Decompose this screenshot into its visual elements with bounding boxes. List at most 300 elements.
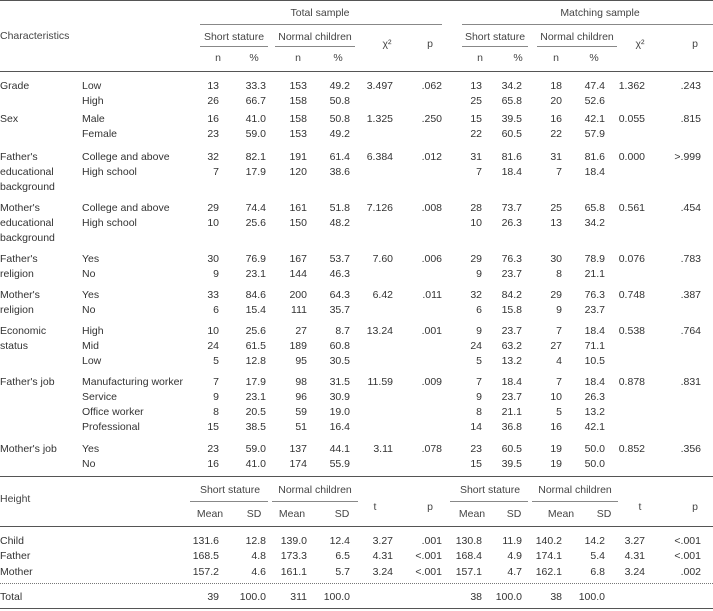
matching-cell: 22 xyxy=(550,128,562,140)
matching-cell: 47.4 xyxy=(584,80,605,92)
total-cell: 30.9 xyxy=(329,391,350,403)
matching-cell: 20 xyxy=(550,95,562,107)
total-cell: 46.3 xyxy=(329,268,350,280)
total-row-matching-cell: 100.0 xyxy=(495,591,522,603)
total-cell: 64.3 xyxy=(329,289,350,301)
matching-cell: 7 xyxy=(556,376,562,388)
total-row-total-cell: 100.0 xyxy=(323,591,350,603)
height-total-t: 3.24 xyxy=(372,566,393,578)
height-matching-t: 3.24 xyxy=(624,566,645,578)
matching-cell: 19 xyxy=(550,443,562,455)
total-cell: 137 xyxy=(289,443,307,455)
matching-p-value: .764 xyxy=(680,325,701,337)
total-cell: 111 xyxy=(291,304,307,316)
height-matching-cell: 130.8 xyxy=(455,535,482,547)
total-cell: 49.2 xyxy=(329,128,350,140)
row-category: Mother's xyxy=(0,289,40,301)
matching-cell: 18.4 xyxy=(584,325,605,337)
matching-cell: 10 xyxy=(550,391,562,403)
height-header-label: Height xyxy=(0,493,31,505)
matching-cell: 4 xyxy=(556,355,562,367)
total-cell: 12.8 xyxy=(245,355,266,367)
total-chi-square: 7.60 xyxy=(372,253,393,265)
total-cell: 59 xyxy=(295,406,307,418)
height-header-normal-children: Normal children xyxy=(278,484,352,496)
matching-p-value: >.999 xyxy=(674,151,701,163)
total-divider xyxy=(0,583,713,584)
row-category: religion xyxy=(0,268,34,280)
header-normal-children: Normal children xyxy=(540,31,614,43)
matching-cell: 22 xyxy=(470,128,482,140)
row-subcategory: Low xyxy=(82,80,102,92)
total-cell: 41.0 xyxy=(245,113,266,125)
row-subcategory: College and above xyxy=(82,202,170,214)
height-sub-rule xyxy=(450,501,528,502)
matching-chi-square: 0.055 xyxy=(618,113,645,125)
total-cell: 7 xyxy=(213,166,219,178)
height-matching-cell: 174.1 xyxy=(535,550,562,562)
row-subcategory: Yes xyxy=(82,289,100,301)
height-row-label: Mother xyxy=(0,566,33,578)
total-cell: 30 xyxy=(207,253,219,265)
height-row-label: Child xyxy=(0,535,24,547)
total-cell: 23 xyxy=(207,443,219,455)
height-sub-rule xyxy=(272,501,358,502)
matching-cell: 29 xyxy=(470,253,482,265)
row-subcategory: Manufacturing worker xyxy=(82,376,183,388)
row-subcategory: No xyxy=(82,304,96,316)
header-chi-square: χ² xyxy=(635,38,645,50)
total-cell: 24 xyxy=(207,340,219,352)
height-matching-cell: 140.2 xyxy=(535,535,562,547)
matching-cell: 14 xyxy=(470,421,482,433)
matching-cell: 9 xyxy=(476,325,482,337)
total-cell: 96 xyxy=(295,391,307,403)
matching-cell: 13.2 xyxy=(501,355,522,367)
total-cell: 55.9 xyxy=(329,458,350,470)
matching-cell: 15 xyxy=(470,113,482,125)
total-cell: 120 xyxy=(289,166,307,178)
matching-cell: 19 xyxy=(550,458,562,470)
matching-cell: 50.0 xyxy=(584,458,605,470)
total-cell: 158 xyxy=(289,113,307,125)
height-header-short-stature: Short stature xyxy=(459,484,521,496)
matching-p-value: .815 xyxy=(680,113,701,125)
row-subcategory: High school xyxy=(82,166,137,178)
matching-cell: 9 xyxy=(476,391,482,403)
height-matching-cell: 14.2 xyxy=(584,535,605,547)
matching-cell: 5 xyxy=(476,355,482,367)
row-subcategory: Office worker xyxy=(82,406,144,418)
total-cell: 50.8 xyxy=(329,95,350,107)
total-cell: 8.7 xyxy=(335,325,350,337)
total-chi-square: 13.24 xyxy=(366,325,393,337)
total-cell: 10 xyxy=(207,325,219,337)
matching-cell: 18.4 xyxy=(584,376,605,388)
row-category: Father's xyxy=(0,253,38,265)
header-percent: % xyxy=(333,52,343,64)
total-cell: 158 xyxy=(289,95,307,107)
header-normal-children: Normal children xyxy=(278,31,352,43)
header-sub-rule xyxy=(200,46,268,47)
matching-chi-square: 0.878 xyxy=(618,376,645,388)
height-total-cell: 157.2 xyxy=(192,566,219,578)
matching-cell: 21.1 xyxy=(584,268,605,280)
total-cell: 25.6 xyxy=(245,217,266,229)
row-subcategory: Service xyxy=(82,391,118,403)
total-cell: 9 xyxy=(213,391,219,403)
total-cell: 76.9 xyxy=(245,253,266,265)
height-header-t: t xyxy=(638,501,642,513)
header-n: n xyxy=(477,52,483,64)
total-cell: 161 xyxy=(289,202,307,214)
table-bottom-rule xyxy=(0,608,713,609)
row-subcategory: Professional xyxy=(82,421,140,433)
total-row-matching-cell: 100.0 xyxy=(578,591,605,603)
header-chi-square: χ² xyxy=(382,38,392,50)
total-cell: 32 xyxy=(207,151,219,163)
total-p-value: .008 xyxy=(421,202,442,214)
header-n: n xyxy=(553,52,559,64)
matching-chi-square: 0.000 xyxy=(618,151,645,163)
total-cell: 51 xyxy=(295,421,307,433)
total-cell: 74.4 xyxy=(245,202,266,214)
total-cell: 7 xyxy=(213,376,219,388)
total-p-value: .012 xyxy=(421,151,442,163)
matching-cell: 23.7 xyxy=(501,325,522,337)
header-percent: % xyxy=(249,52,259,64)
matching-cell: 76.3 xyxy=(584,289,605,301)
total-cell: 13 xyxy=(207,80,219,92)
total-row-total-cell: 39 xyxy=(207,591,219,603)
matching-cell: 63.2 xyxy=(501,340,522,352)
total-chi-square: 3.497 xyxy=(366,80,393,92)
total-p-value: .250 xyxy=(421,113,442,125)
total-cell: 200 xyxy=(289,289,307,301)
matching-cell: 50.0 xyxy=(584,443,605,455)
matching-cell: 15.8 xyxy=(501,304,522,316)
height-matching-p: <.001 xyxy=(674,550,701,562)
total-cell: 23.1 xyxy=(245,391,266,403)
matching-cell: 16 xyxy=(550,421,562,433)
row-subcategory: Yes xyxy=(82,443,100,455)
matching-cell: 6 xyxy=(476,304,482,316)
height-row-label: Father xyxy=(0,550,31,562)
height-total-cell: 139.0 xyxy=(280,535,307,547)
matching-cell: 76.3 xyxy=(501,253,522,265)
matching-cell: 78.9 xyxy=(584,253,605,265)
height-header-mean: Mean xyxy=(458,508,486,520)
matching-cell: 24 xyxy=(470,340,482,352)
matching-cell: 34.2 xyxy=(584,217,605,229)
matching-cell: 36.8 xyxy=(501,421,522,433)
matching-cell: 31 xyxy=(470,151,482,163)
matching-p-value: .243 xyxy=(680,80,701,92)
matching-cell: 18 xyxy=(550,80,562,92)
total-cell: 61.5 xyxy=(245,340,266,352)
matching-p-value: .387 xyxy=(680,289,701,301)
height-header-short-stature: Short stature xyxy=(199,484,261,496)
matching-cell: 71.1 xyxy=(584,340,605,352)
total-cell: 84.6 xyxy=(245,289,266,301)
matching-chi-square: 0.538 xyxy=(618,325,645,337)
total-cell: 38.6 xyxy=(329,166,350,178)
total-cell: 50.8 xyxy=(329,113,350,125)
total-cell: 191 xyxy=(289,151,307,163)
matching-cell: 29 xyxy=(550,289,562,301)
row-category: Sex xyxy=(0,113,19,125)
header-matching-sample: Matching sample xyxy=(560,7,640,19)
matching-cell: 8 xyxy=(556,268,562,280)
height-matching-cell: 4.7 xyxy=(507,566,522,578)
height-header-p: p xyxy=(692,501,698,513)
total-cell: 16 xyxy=(207,113,219,125)
height-total-p: <.001 xyxy=(415,566,442,578)
total-p-value: .009 xyxy=(421,376,442,388)
matching-cell: 60.5 xyxy=(501,443,522,455)
matching-cell: 10 xyxy=(470,217,482,229)
total-cell: 29 xyxy=(207,202,219,214)
total-cell: 44.1 xyxy=(329,443,350,455)
height-header-t: t xyxy=(373,501,377,513)
height-header-mean: Mean xyxy=(278,508,306,520)
header-percent: % xyxy=(589,52,599,64)
total-cell: 38.5 xyxy=(245,421,266,433)
total-cell: 26 xyxy=(207,95,219,107)
total-cell: 25.6 xyxy=(245,325,266,337)
row-category: Father's xyxy=(0,151,38,163)
total-row-label: Total xyxy=(0,591,23,603)
height-matching-cell: 5.4 xyxy=(590,550,605,562)
total-p-value: .011 xyxy=(422,289,442,301)
row-category: background xyxy=(0,181,55,193)
height-matching-p: .002 xyxy=(680,566,701,578)
matching-cell: 16 xyxy=(550,113,562,125)
header-group-rule xyxy=(200,24,442,25)
matching-cell: 7 xyxy=(476,166,482,178)
total-cell: 41.0 xyxy=(245,458,266,470)
total-cell: 17.9 xyxy=(245,166,266,178)
height-sub-rule xyxy=(190,501,268,502)
matching-cell: 81.6 xyxy=(584,151,605,163)
total-chi-square: 7.126 xyxy=(366,202,393,214)
matching-cell: 65.8 xyxy=(501,95,522,107)
total-cell: 49.2 xyxy=(329,80,350,92)
total-cell: 48.2 xyxy=(329,217,350,229)
matching-p-value: .783 xyxy=(680,253,701,265)
matching-cell: 7 xyxy=(556,325,562,337)
header-bottom-rule xyxy=(0,71,713,72)
matching-cell: 23 xyxy=(470,443,482,455)
total-p-value: .006 xyxy=(421,253,442,265)
total-cell: 19.0 xyxy=(329,406,350,418)
matching-cell: 13 xyxy=(550,217,562,229)
matching-cell: 23.7 xyxy=(584,304,605,316)
height-header-sd: SD xyxy=(334,508,350,520)
height-header-normal-children: Normal children xyxy=(538,484,612,496)
row-category: educational xyxy=(0,166,54,178)
total-row-matching-cell: 38 xyxy=(470,591,482,603)
matching-cell: 7 xyxy=(556,166,562,178)
total-cell: 189 xyxy=(289,340,307,352)
total-cell: 167 xyxy=(289,253,307,265)
total-cell: 17.9 xyxy=(245,376,266,388)
total-chi-square: 1.325 xyxy=(366,113,393,125)
total-row-total-cell: 311 xyxy=(290,591,307,603)
height-matching-cell: 4.9 xyxy=(507,550,522,562)
height-total-cell: 131.6 xyxy=(192,535,219,547)
total-cell: 9 xyxy=(213,268,219,280)
header-p: p xyxy=(692,38,698,50)
height-matching-p: <.001 xyxy=(674,535,701,547)
matching-chi-square: 0.748 xyxy=(618,289,645,301)
total-cell: 5 xyxy=(213,355,219,367)
height-total-cell: 12.4 xyxy=(329,535,350,547)
height-total-p: .001 xyxy=(421,535,442,547)
row-category: background xyxy=(0,232,55,244)
row-category: Father's job xyxy=(0,376,55,388)
matching-chi-square: 0.076 xyxy=(618,253,645,265)
matching-cell: 57.9 xyxy=(584,128,605,140)
height-header-sd: SD xyxy=(246,508,262,520)
matching-cell: 18.4 xyxy=(501,166,522,178)
height-header-p: p xyxy=(427,501,433,513)
matching-cell: 13.2 xyxy=(584,406,605,418)
height-matching-t: 4.31 xyxy=(624,550,645,562)
total-cell: 66.7 xyxy=(245,95,266,107)
height-matching-t: 3.27 xyxy=(624,535,645,547)
total-cell: 23.1 xyxy=(245,268,266,280)
row-category: Mother's xyxy=(0,202,40,214)
total-chi-square: 6.42 xyxy=(372,289,393,301)
matching-cell: 34.2 xyxy=(501,80,522,92)
total-cell: 31.5 xyxy=(329,376,350,388)
matching-cell: 60.5 xyxy=(501,128,522,140)
header-group-rule xyxy=(462,24,713,25)
matching-chi-square: 0.561 xyxy=(618,202,645,214)
matching-cell: 73.7 xyxy=(501,202,522,214)
height-total-cell: 4.6 xyxy=(251,566,266,578)
total-cell: 33.3 xyxy=(245,80,266,92)
total-cell: 153 xyxy=(289,80,307,92)
total-cell: 98 xyxy=(295,376,307,388)
matching-cell: 23.7 xyxy=(501,391,522,403)
height-sub-rule xyxy=(532,501,618,502)
total-chi-square: 11.59 xyxy=(367,376,393,388)
total-cell: 33 xyxy=(207,289,219,301)
total-cell: 20.5 xyxy=(245,406,266,418)
total-cell: 15 xyxy=(207,421,219,433)
height-total-cell: 161.1 xyxy=(280,566,307,578)
height-matching-cell: 6.8 xyxy=(590,566,605,578)
total-cell: 51.8 xyxy=(329,202,350,214)
row-subcategory: High school xyxy=(82,217,137,229)
row-subcategory: Mid xyxy=(82,340,99,352)
matching-cell: 65.8 xyxy=(584,202,605,214)
total-cell: 144 xyxy=(289,268,307,280)
total-cell: 150 xyxy=(289,217,307,229)
matching-cell: 52.6 xyxy=(584,95,605,107)
header-total-sample: Total sample xyxy=(290,7,350,19)
matching-chi-square: 0.852 xyxy=(618,443,645,455)
matching-chi-square: 1.362 xyxy=(618,80,645,92)
matching-cell: 27 xyxy=(550,340,562,352)
height-total-t: 4.31 xyxy=(372,550,393,562)
total-p-value: .062 xyxy=(421,80,442,92)
matching-cell: 13 xyxy=(470,80,482,92)
total-cell: 30.5 xyxy=(329,355,350,367)
total-cell: 27 xyxy=(295,325,307,337)
matching-cell: 25 xyxy=(470,95,482,107)
total-cell: 59.0 xyxy=(245,128,266,140)
total-row-matching-cell: 38 xyxy=(550,591,562,603)
height-matching-cell: 168.4 xyxy=(455,550,482,562)
matching-cell: 32 xyxy=(470,289,482,301)
matching-cell: 42.1 xyxy=(584,113,605,125)
total-chi-square: 3.11 xyxy=(373,443,393,455)
height-header-mean: Mean xyxy=(547,508,575,520)
height-header-mean: Mean xyxy=(196,508,224,520)
total-cell: 61.4 xyxy=(329,151,350,163)
header-p: p xyxy=(427,38,433,50)
header-characteristics: Characteristics xyxy=(0,30,70,42)
matching-cell: 8 xyxy=(476,406,482,418)
height-total-cell: 168.5 xyxy=(192,550,219,562)
total-p-value: .078 xyxy=(421,443,442,455)
height-total-p: <.001 xyxy=(415,550,442,562)
height-header-sd: SD xyxy=(506,508,522,520)
row-subcategory: High xyxy=(82,325,104,337)
matching-cell: 81.6 xyxy=(501,151,522,163)
total-cell: 16 xyxy=(207,458,219,470)
total-cell: 95 xyxy=(295,355,307,367)
matching-cell: 9 xyxy=(556,304,562,316)
matching-cell: 18.4 xyxy=(584,166,605,178)
header-percent: % xyxy=(513,52,523,64)
header-sub-rule xyxy=(275,46,355,47)
total-row-total-cell: 100.0 xyxy=(239,591,266,603)
row-category: religion xyxy=(0,304,34,316)
total-cell: 15.4 xyxy=(245,304,266,316)
matching-cell: 25 xyxy=(550,202,562,214)
height-top-rule xyxy=(0,476,713,477)
row-subcategory: College and above xyxy=(82,151,170,163)
matching-p-value: .831 xyxy=(680,376,701,388)
row-subcategory: Male xyxy=(82,113,105,125)
total-cell: 60.8 xyxy=(329,340,350,352)
matching-cell: 28 xyxy=(470,202,482,214)
matching-cell: 10.5 xyxy=(584,355,605,367)
total-cell: 16.4 xyxy=(329,421,350,433)
matching-cell: 18.4 xyxy=(501,376,522,388)
header-short-stature: Short stature xyxy=(203,31,265,43)
row-category: status xyxy=(0,340,29,352)
total-chi-square: 6.384 xyxy=(366,151,393,163)
matching-cell: 84.2 xyxy=(501,289,522,301)
header-sub-rule xyxy=(537,46,617,47)
matching-p-value: .356 xyxy=(680,443,701,455)
total-cell: 174 xyxy=(289,458,307,470)
total-cell: 59.0 xyxy=(245,443,266,455)
matching-cell: 39.5 xyxy=(501,458,522,470)
total-cell: 35.7 xyxy=(329,304,350,316)
header-n: n xyxy=(295,52,301,64)
height-total-t: 3.27 xyxy=(372,535,393,547)
matching-cell: 39.5 xyxy=(501,113,522,125)
row-subcategory: Yes xyxy=(82,253,100,265)
height-total-cell: 173.3 xyxy=(280,550,307,562)
height-header-bottom-rule xyxy=(0,526,713,527)
